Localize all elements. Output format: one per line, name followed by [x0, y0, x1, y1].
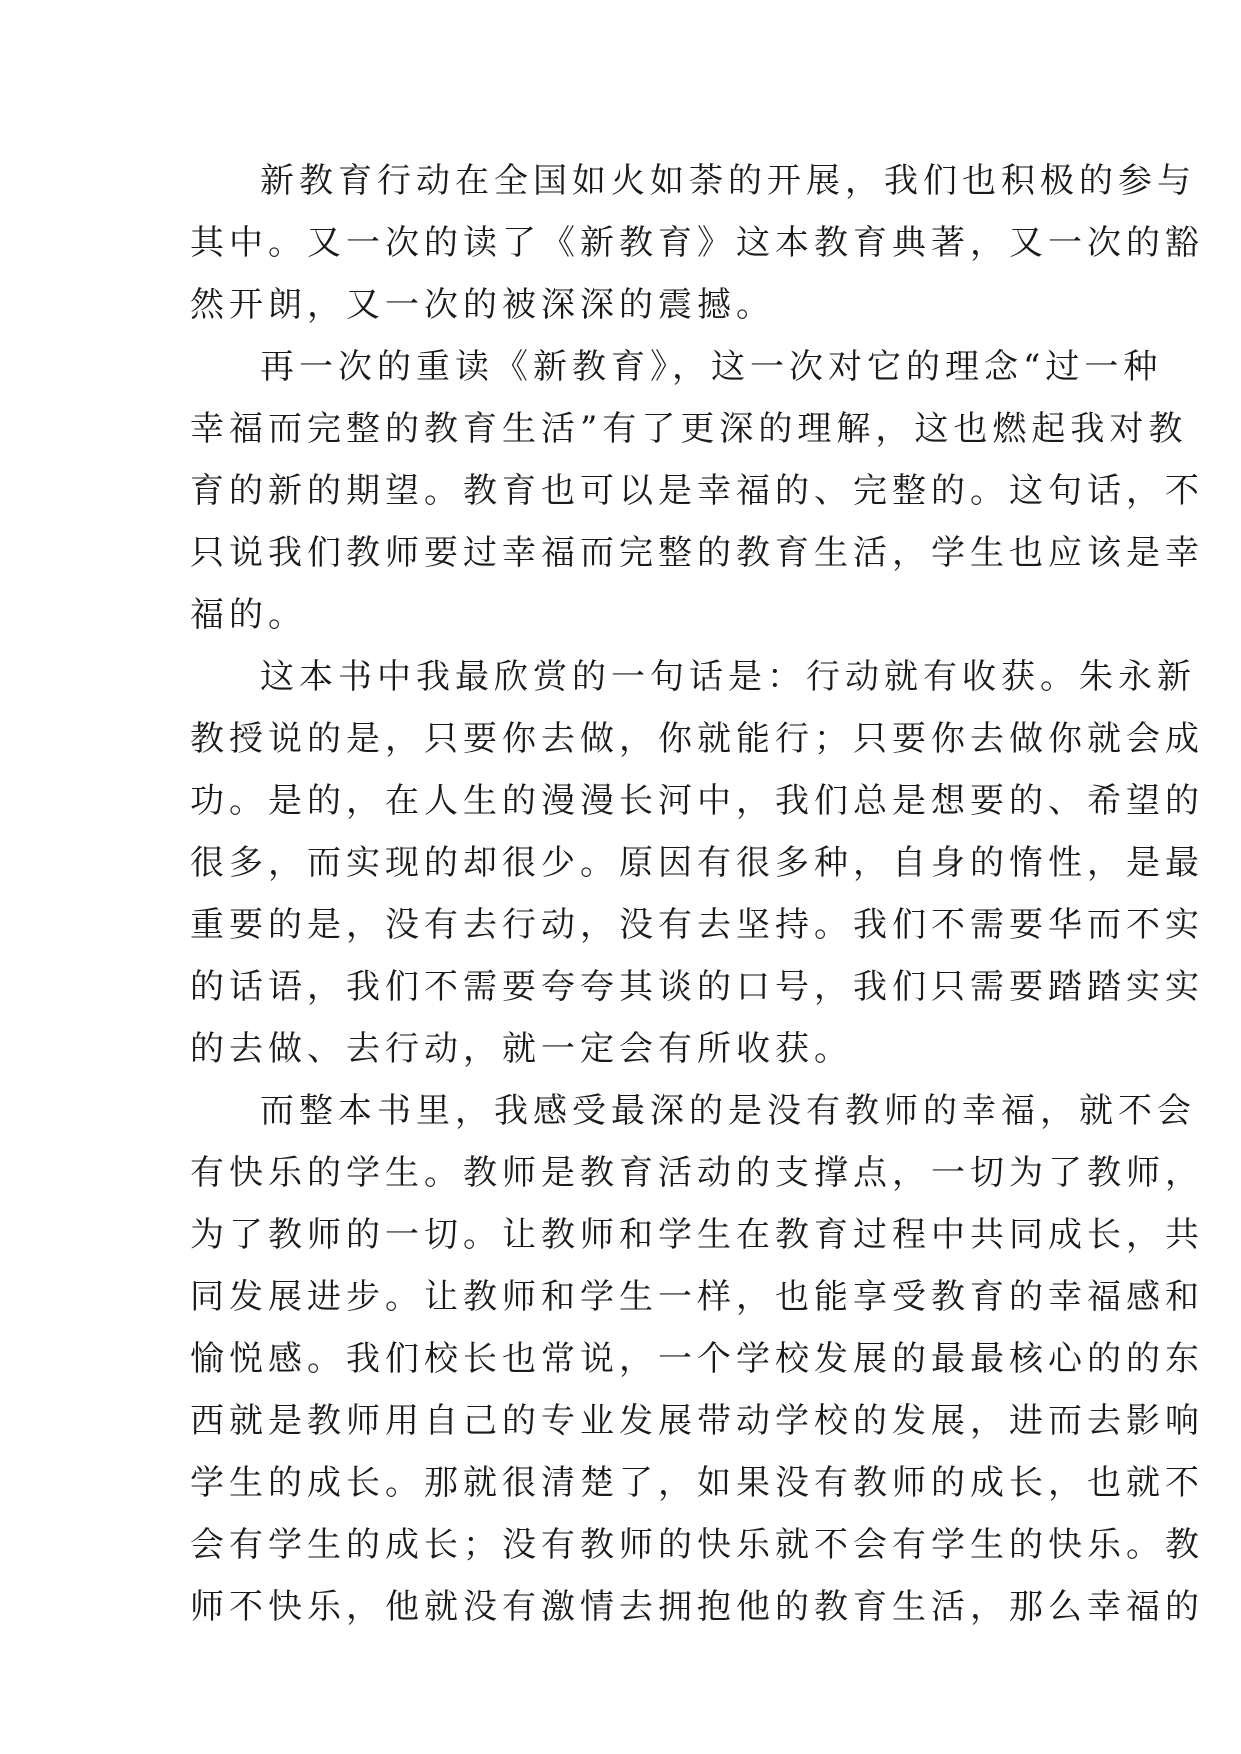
text-line: 的去做、去行动，就一定会有所收获。 [190, 1029, 853, 1069]
text-line: 只说我们教师要过幸福而完整的教育生活，学生也应该是幸 [190, 533, 1204, 573]
text-line: 福的。 [190, 595, 307, 635]
text-line: 的话语，我们不需要夸夸其谈的口号，我们只需要踏踏实实 [190, 967, 1204, 1007]
text-line: 为了教师的一切。让教师和学生在教育过程中共同成长，共 [190, 1215, 1204, 1255]
text-line: 而整本书里，我感受最深的是没有教师的幸福，就不会 [260, 1091, 1196, 1131]
paragraph-1 [190, 150, 1204, 336]
text-line: 其中。又一次的读了《新教育》这本教育典著，又一次的豁 [190, 223, 1204, 263]
text-line: 然开朗，又一次的被深深的震撼。 [190, 285, 775, 325]
text-line: 学生的成长。那就很清楚了，如果没有教师的成长，也就不 [190, 1463, 1204, 1503]
text-line: 再一次的重读《新教育》，这一次对它的理念“过一种 [260, 347, 1163, 387]
text-line: 愉悦感。我们校长也常说，一个学校发展的最最核心的的东 [190, 1339, 1204, 1379]
text-line: 这本书中我最欣赏的一句话是：行动就有收获。朱永新 [260, 657, 1196, 697]
text-line: 功。是的，在人生的漫漫长河中，我们总是想要的、希望的 [190, 781, 1204, 821]
text-line: 有快乐的学生。教师是教育活动的支撑点，一切为了教师， [190, 1153, 1204, 1193]
paragraph-2 [190, 336, 1204, 646]
paragraph-4 [190, 1080, 1204, 1638]
text-line: 会有学生的成长；没有教师的快乐就不会有学生的快乐。教 [190, 1525, 1204, 1565]
text-line: 新教育行动在全国如火如荼的开展，我们也积极的参与 [260, 161, 1196, 201]
paragraph-3 [190, 646, 1204, 1080]
text-line: 育的新的期望。教育也可以是幸福的、完整的。这句话，不 [190, 471, 1204, 511]
text-line: 同发展进步。让教师和学生一样，也能享受教育的幸福感和 [190, 1277, 1204, 1317]
document-body [190, 150, 1204, 1638]
text-line: 幸福而完整的教育生活”有了更深的理解，这也燃起我对教 [190, 409, 1188, 449]
text-line: 重要的是，没有去行动，没有去坚持。我们不需要华而不实 [190, 905, 1204, 945]
text-line: 很多，而实现的却很少。原因有很多种，自身的惰性，是最 [190, 843, 1204, 883]
text-line: 教授说的是，只要你去做，你就能行；只要你去做你就会成 [190, 719, 1204, 759]
text-line: 师不快乐，他就没有激情去拥抱他的教育生活，那么幸福的 [190, 1587, 1204, 1627]
text-line: 西就是教师用自己的专业发展带动学校的发展，进而去影响 [190, 1401, 1204, 1441]
